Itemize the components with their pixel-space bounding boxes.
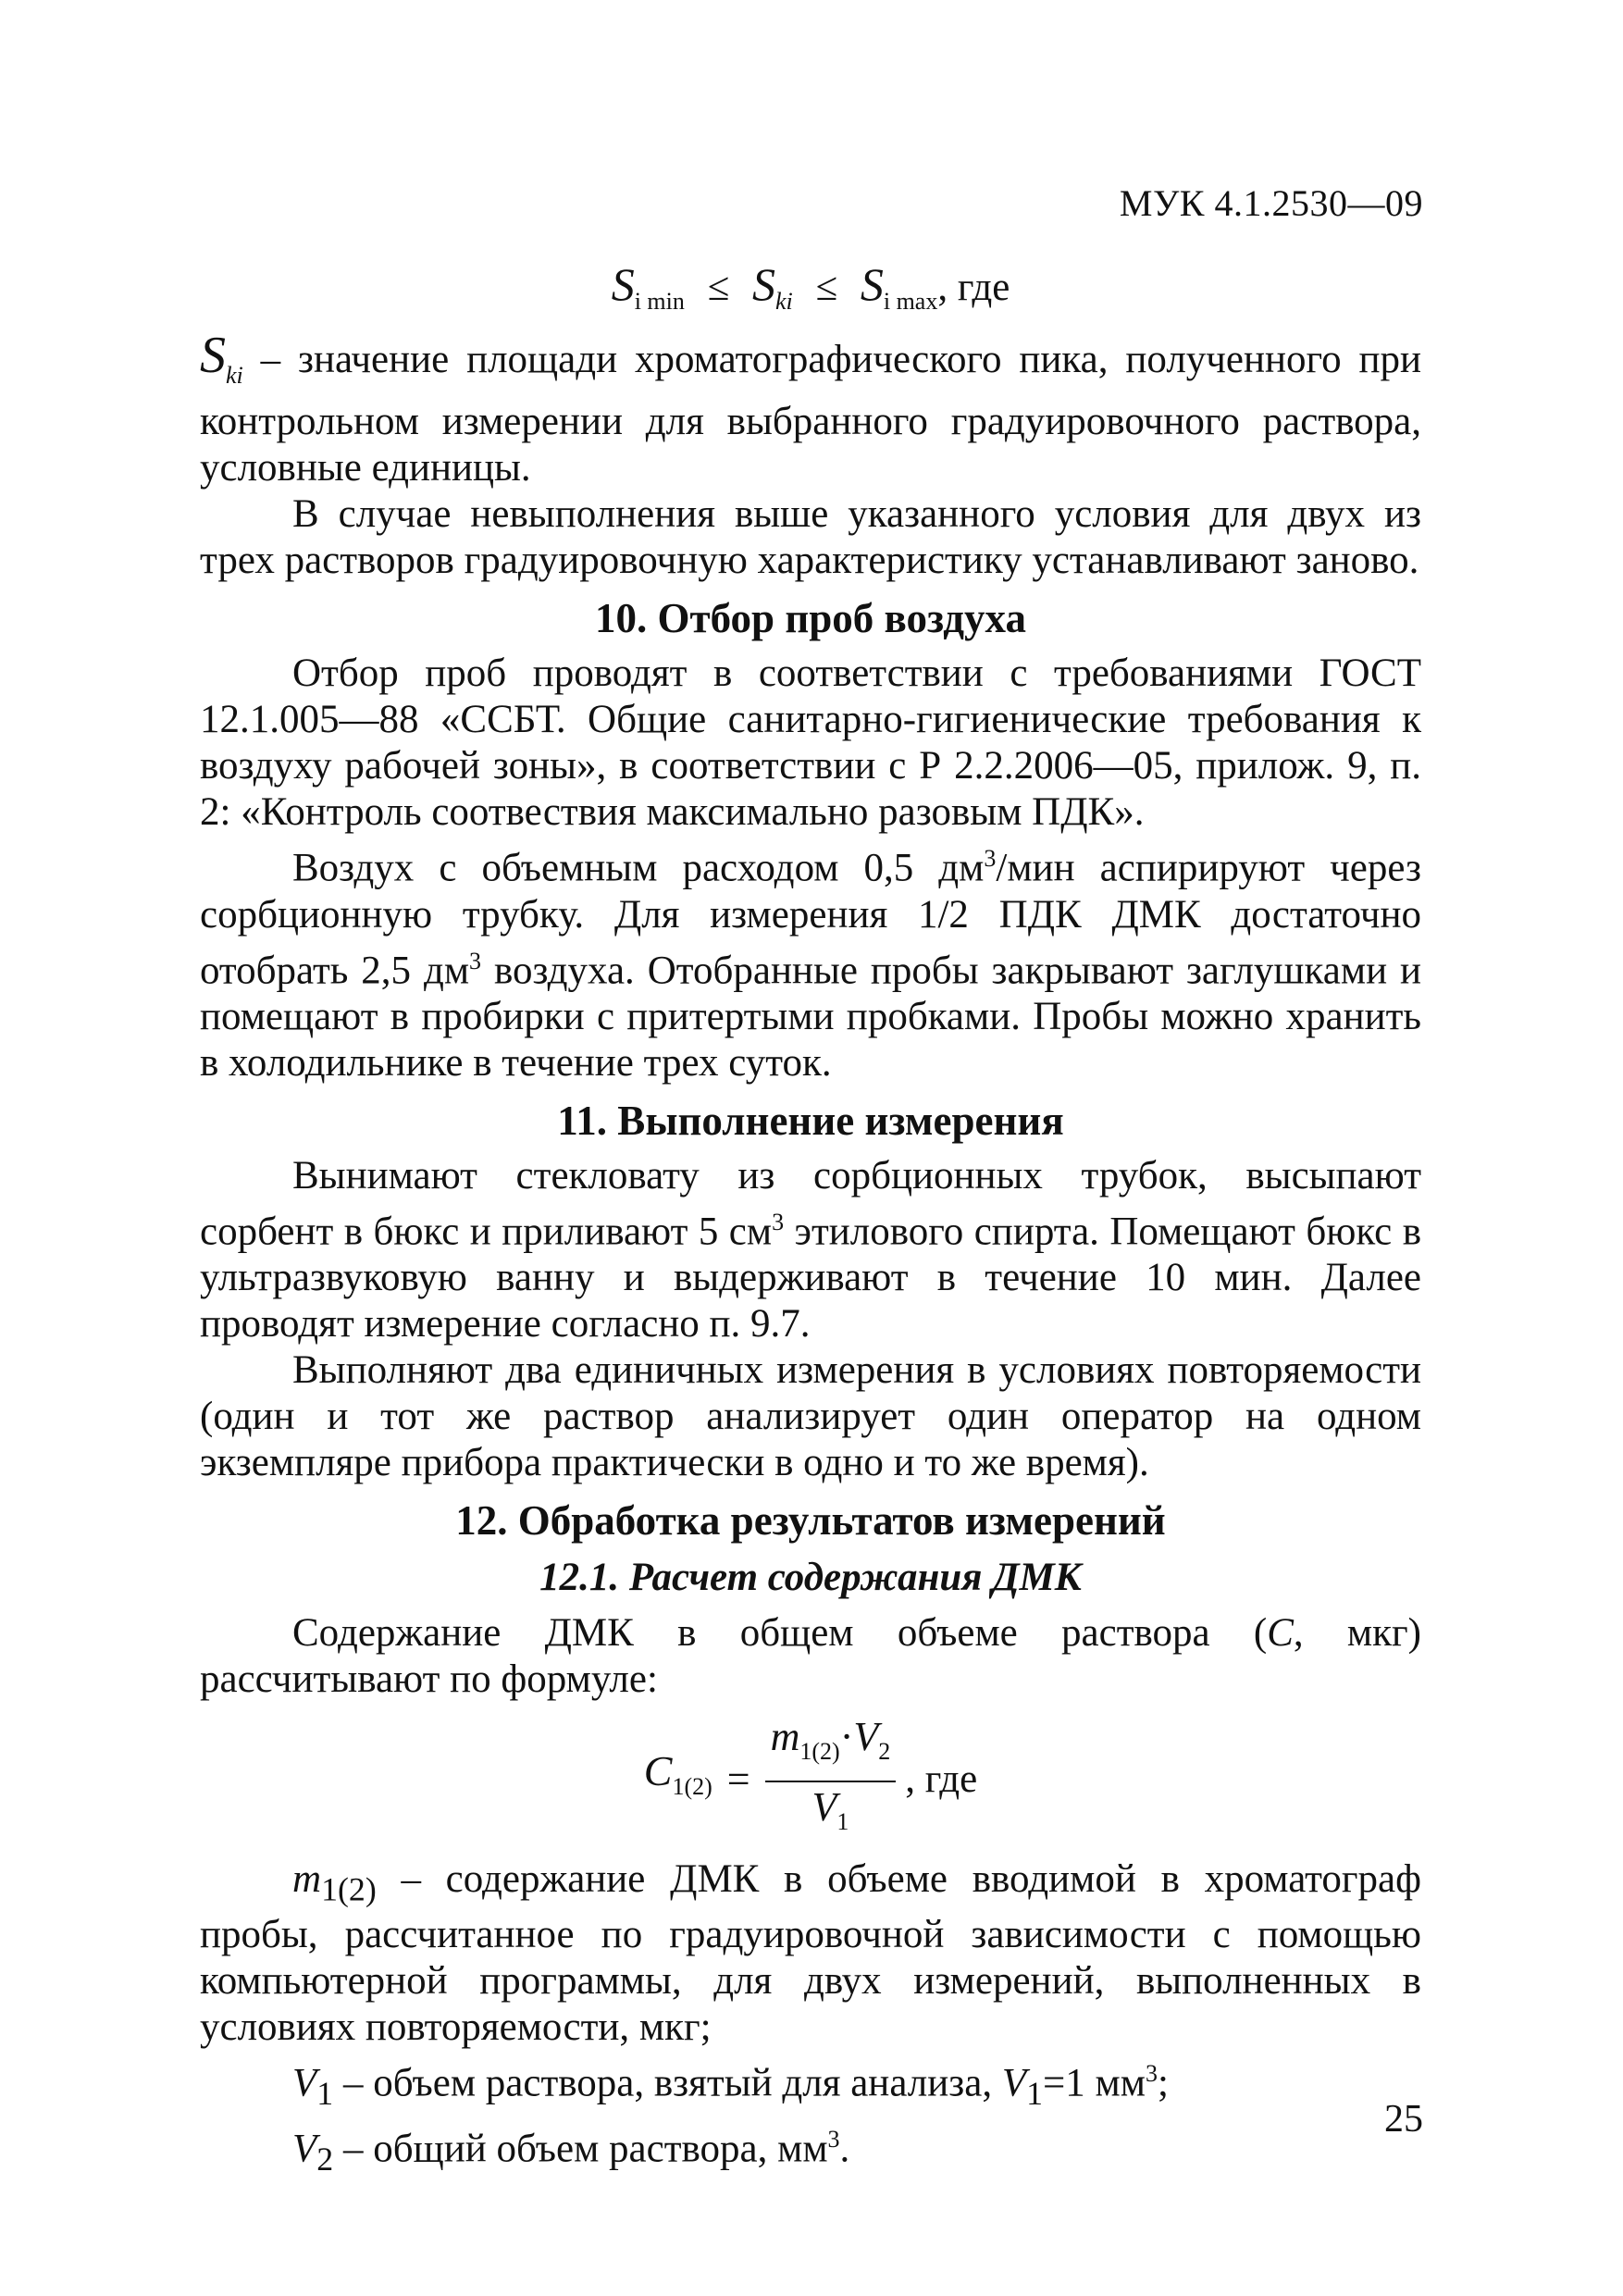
formula-sub-ki: ki (774, 288, 793, 315)
page-body (200, 258, 1421, 2182)
section-10-title: 10. Отбор проб воздуха (595, 595, 1026, 642)
paragraph-ski-definition (200, 327, 1421, 491)
formula-fraction (765, 1714, 897, 1845)
definition-m12: $m_{1(2)}$ – содержание ДМК в объеме вводимой в хроматограф пробы, рассчитанное по градуировочной зависимости с помощью компьютерной программы, для двух измерений, выполненных в условиях повторяемости, мкг; (200, 1856, 1421, 2050)
inequality-formula (200, 258, 1421, 325)
section-11-paragraph-1: Вынимают стекловату из сорбционных трубок, высыпают сорбент в бюкс и приливают 5 $см^3$ этилового спирта. Помещают бюкс в ультразвуковую ванну и выдерживают в течение 10 мин. Далее проводят измерение согласно п. 9.7. (200, 1153, 1421, 1347)
section-12-1-subtitle: 12.1. Расчет содержания ДМК (539, 1556, 1082, 1600)
formula-lhs: $C_{1(2)}$ (643, 1747, 712, 1801)
formula-where: , где (905, 1756, 978, 1801)
page-number: 25 (1384, 2098, 1423, 2141)
section-10-paragraph-1: Отбор проб проводят в соответствии с требованиями ГОСТ 12.1.005—88 «ССБТ. Общие санитарно-гигиенические требования к воздуху рабочей зоны», в соответствии с Р 2.2.2006—05, прилож. 9, п. 2: «Контроль соотвествия максимально разовым ПДК». (200, 652, 1421, 835)
concentration-formula (200, 1714, 1421, 1845)
formula-leq-2: ≤ (815, 266, 838, 309)
formula-sub-imax: i max (883, 288, 938, 315)
formula-numerator: $m_{1(2)}\cdot V_2$ (765, 1714, 897, 1782)
formula-s-ki: S (751, 258, 775, 310)
document-id-header: МУК 4.1.2530—09 (1119, 182, 1423, 224)
ski-definition-text: – значение площади хроматографического пика, полученного при контрольном измерении для выбранного градуировочного раствора, условные единицы. (200, 338, 1421, 490)
section-12-title: 12. Обработка результатов измерений (455, 1497, 1166, 1545)
formula-leq-1: ≤ (707, 266, 730, 309)
paragraph-recalibration: В случае невыполнения выше указанного условия для двух из трех растворов градуировочную характеристику устанавливают заново. (200, 492, 1421, 583)
section-11-paragraph-2: Выполняют два единичных измерения в условиях повторяемости (один и тот же раствор анализирует один оператор на одном экземпляре прибора практически в одно и то же время). (200, 1348, 1421, 1485)
definition-v1: $V_1$ – объем раствора, взятый для анализа, $V_1=1$ $мм^3$; (292, 2060, 1169, 2113)
section-12-paragraph-1: Содержание ДМК в общем объеме раствора (C, мкг) рассчитывают по формуле: (200, 1611, 1421, 1702)
formula-s-imin: S (611, 258, 635, 310)
formula-equals: = (726, 1756, 750, 1802)
definition-v2: $V_2$ – общий объем раствора, $мм^3$. (292, 2126, 850, 2178)
section-10-paragraph-2: Воздух с объемным расходом 0,5 $дм^3$/мин аспирируют через сорбционную трубку. Для измерения 1/2 ПДК ДМК достаточно отобрать 2,5 $дм^3$ воздуха. Отобранные пробы закрывают заглушками и помещают в пробирки с притертыми пробками. Пробы можно хранить в холодильнике в течение трех суток. (200, 845, 1421, 1085)
formula-tail: , где (937, 266, 1010, 309)
formula-denominator: $V_1$ (812, 1783, 849, 1835)
formula-s-imax: S (860, 258, 884, 310)
section-11-title: 11. Выполнение измерения (557, 1097, 1064, 1144)
ski-symbol: $S_{ki}$ (200, 327, 243, 390)
formula-sub-imin: i min (634, 288, 685, 315)
